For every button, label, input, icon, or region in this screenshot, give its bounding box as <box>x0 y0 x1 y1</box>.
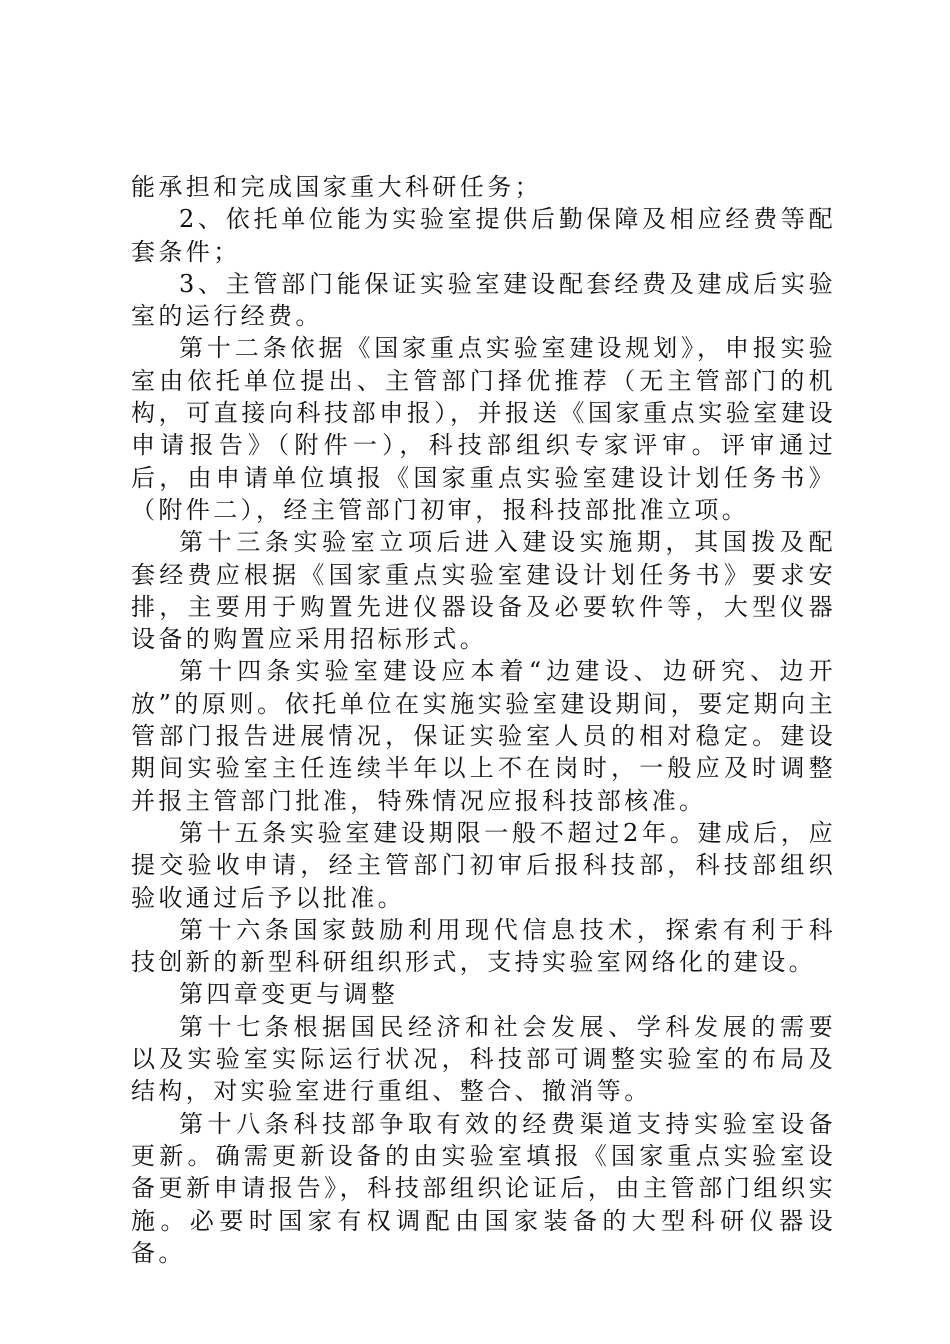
paragraph-article-16: 第十六条国家鼓励利用现代信息技术，探索有利于科技创新的新型科研组织形式，支持实验室网络化的建设。 <box>131 915 836 977</box>
paragraph-continuation: 能承担和完成国家重大科研任务； <box>131 173 542 201</box>
paragraph-article-18: 第十八条科技部争取有效的经费渠道支持实验室设备更新。确需更新设备的由实验室填报《国家重点实验室设备更新申请报告》，科技部组织论证后，由主管部门组织实施。必要时国家有权调配由国家装备的大型科研仪器设备。 <box>131 1109 836 1267</box>
paragraph-article-15: 第十五条实验室建设期限一般不超过2年。建成后，应提交验收申请，经主管部门初审后报科技部，科技部组织验收通过后予以批准。 <box>131 818 836 912</box>
paragraph-article-12: 第十二条依据《国家重点实验室建设规划》，申报实验室由依托单位提出、主管部门择优推荐（无主管部门的机构，可直接向科技部申报），并报送《国家重点实验室建设申请报告》（附件一），科技部组织专家评审。评审通过后，由申请单位填报《国家重点实验室建设计划任务书》（附件二），经主管部门初审，报科技部批准立项。 <box>131 334 836 524</box>
document-body <box>131 171 836 1269</box>
chapter-heading: 第四章变更与调整 <box>179 980 399 1009</box>
paragraph-article-13: 第十三条实验室立项后进入建设实施期，其国拨及配套经费应根据《国家重点实验室建设计划任务书》要求安排，主要用于购置先进仪器设备及必要软件等，大型仪器设备的购置应采用招标形式。 <box>131 528 836 654</box>
paragraph-article-14: 第十四条实验室建设应本着“边建设、边研究、边开放”的原则。依托单位在实施实验室建设期间，要定期向主管部门报告进展情况，保证实验室人员的相对稳定。建设期间实验室主任连续半年以上不在岗时，一般应及时调整并报主管部门批准，特殊情况应报科技部核准。 <box>131 657 836 815</box>
paragraph-article-17: 第十七条根据国民经济和社会发展、学科发展的需要以及实验室实际运行状况，科技部可调整实验室的布局及结构，对实验室进行重组、整合、撤消等。 <box>131 1012 836 1106</box>
paragraph-condition-2: 2、依托单位能为实验室提供后勤保障及相应经费等配套条件； <box>131 205 836 266</box>
paragraph-condition-3: 3、主管部门能保证实验室建设配套经费及建成后实验室的运行经费。 <box>131 269 836 331</box>
